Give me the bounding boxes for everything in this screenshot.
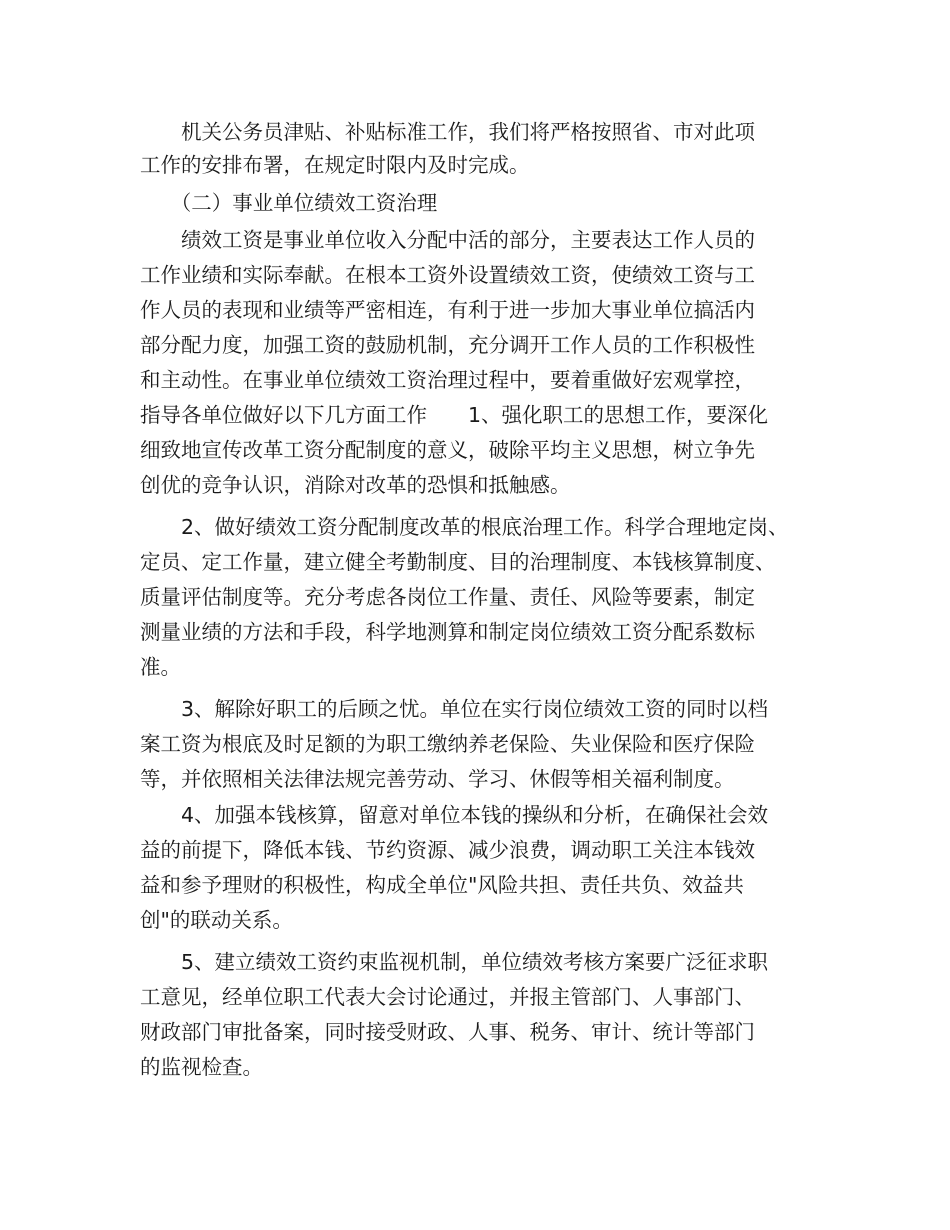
text-line: 机关公务员津贴、补贴标准工作，我们将严格按照省、市对此项 [140, 120, 755, 144]
text-line: 定员、定工作量，建立健全考勤制度、目的治理制度、本钱核算制度、 [140, 550, 776, 574]
text-line: 绩效工资是事业单位收入分配中活的部分，主要表达工作人员的 [140, 228, 755, 252]
text-line: 指导各单位做好以下几方面工作 1、强化职工的思想工作，要深化 [140, 403, 769, 427]
section-heading: （二）事业单位绩效工资治理 [140, 191, 438, 215]
text-line: 2、做好绩效工资分配制度改革的根底治理工作。科学合理地定岗、 [140, 515, 789, 539]
text-line: 等，并依照相关法律法规完善劳动、学习、休假等相关福利制度。 [140, 767, 735, 791]
text-line: 部分配力度，加强工资的鼓励机制，充分调开工作人员的工作积极性 [140, 333, 755, 357]
text-line: 益和参予理财的积极性，构成全单位"风险共担、责任共负、效益共 [140, 873, 744, 897]
text-line: 案工资为根底及时足额的为职工缴纳养老保险、失业保险和医疗保险 [140, 732, 755, 756]
text-line: 财政部门审批备案，同时接受财政、人事、税务、审计、统计等部门 [140, 1020, 755, 1044]
text-line: 5、建立绩效工资约束监视机制，单位绩效考核方案要广泛征求职 [140, 950, 769, 974]
text-line: 创优的竞争认识，消除对改革的恐惧和抵触感。 [140, 473, 571, 497]
text-line: 4、加强本钱核算，留意对单位本钱的操纵和分析，在确保社会效 [140, 803, 769, 827]
text-line: 3、解除好职工的后顾之忧。单位在实行岗位绩效工资的同时以档 [140, 697, 769, 721]
text-line: 作人员的表现和业绩等严密相连，有利于进一步加大事业单位搞活内 [140, 298, 755, 322]
text-line: 创"的联动关系。 [140, 908, 293, 932]
text-line: 的监视检查。 [140, 1055, 263, 1079]
text-line: 细致地宣传改革工资分配制度的意义，破除平均主义思想，树立争先 [140, 438, 755, 462]
text-line: 工作的安排布署，在规定时限内及时完成。 [140, 153, 530, 177]
text-line: 测量业绩的方法和手段，科学地测算和制定岗位绩效工资分配系数标 [140, 620, 755, 644]
text-line: 和主动性。在事业单位绩效工资治理过程中，要着重做好宏观掌控， [140, 368, 755, 392]
text-line: 工意见，经单位职工代表大会讨论通过，并报主管部门、人事部门、 [140, 985, 755, 1009]
text-line: 工作业绩和实际奉献。在根本工资外设置绩效工资，使绩效工资与工 [140, 263, 755, 287]
text-line: 益的前提下，降低本钱、节约资源、减少浪费，调动职工关注本钱效 [140, 838, 755, 862]
text-line: 质量评估制度等。充分考虑各岗位工作量、责任、风险等要素，制定 [140, 585, 755, 609]
text-line: 准。 [140, 655, 181, 679]
